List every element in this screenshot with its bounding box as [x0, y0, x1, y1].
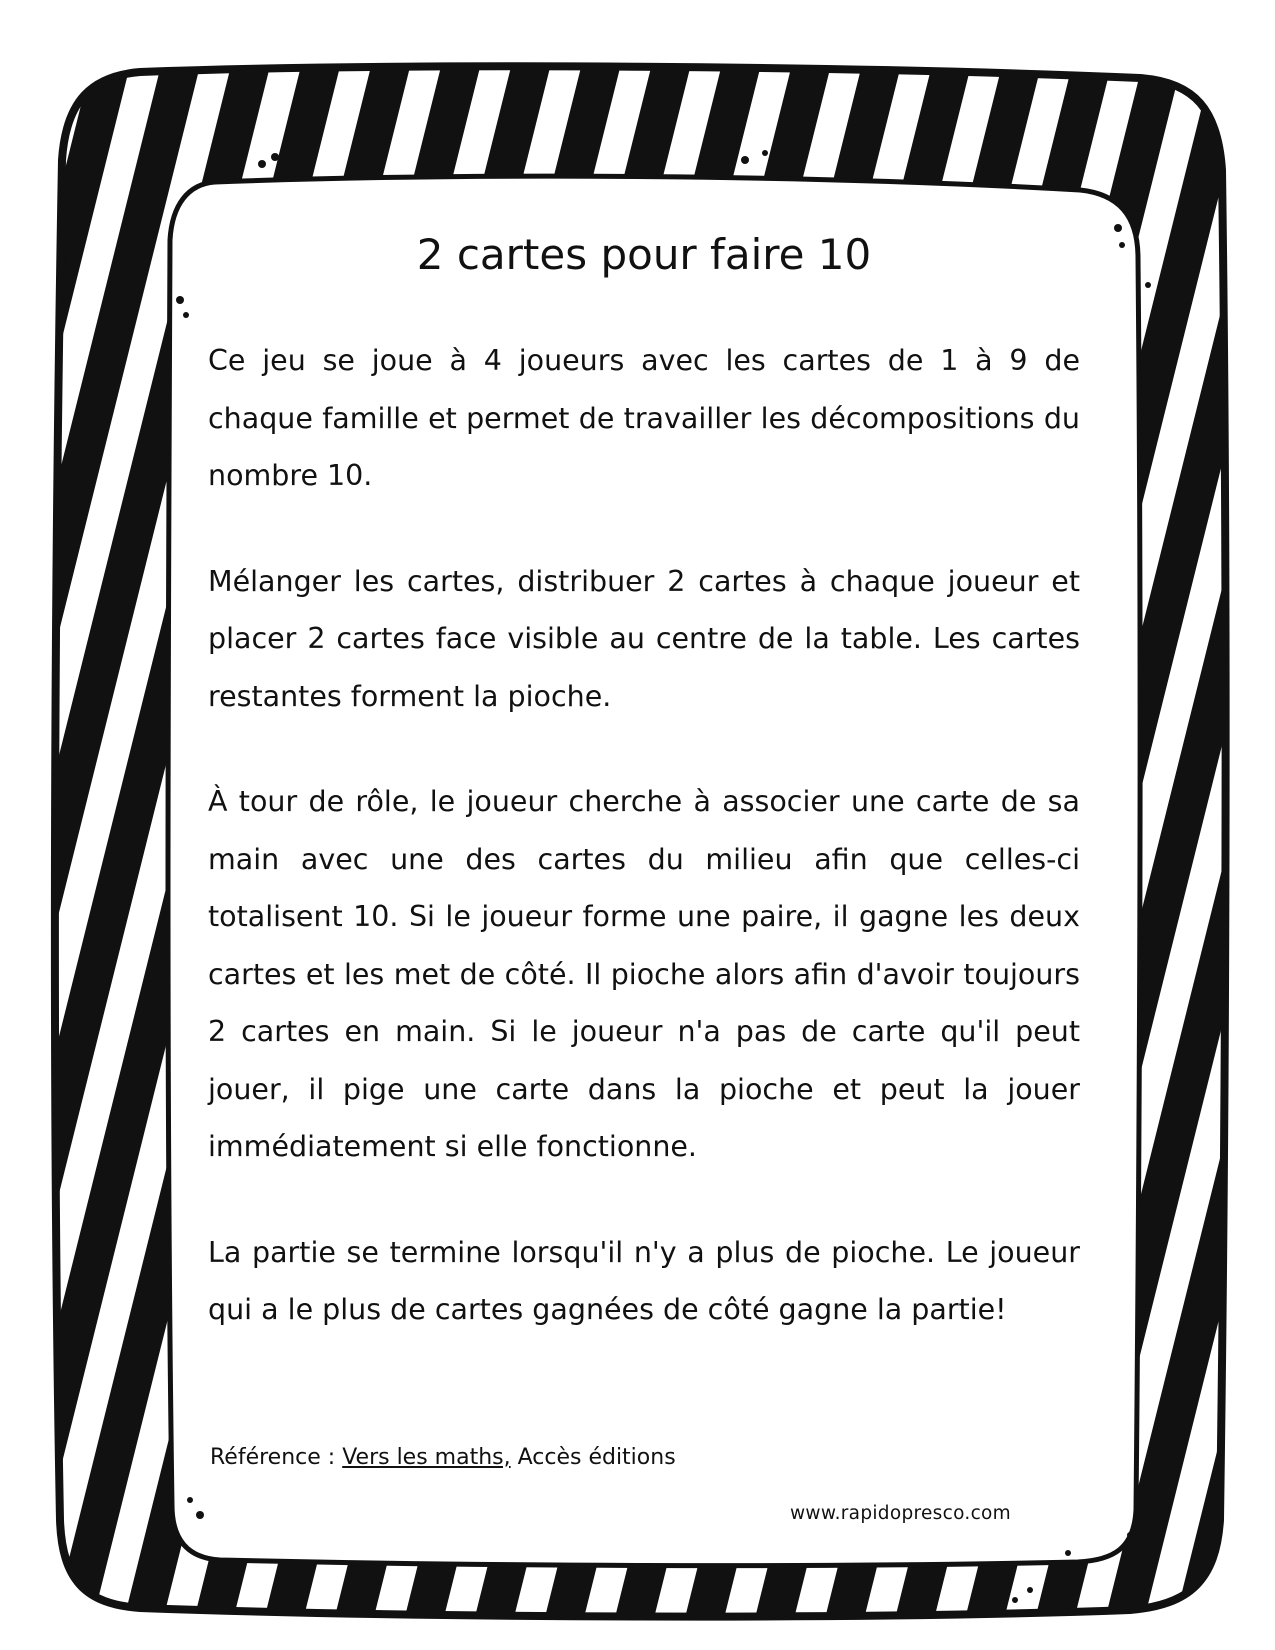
rules-paragraph-3: À tour de rôle, le joueur cherche à associer une carte de sa main avec une des cartes du milieu afin que celles-ci totalisent 10. Si le joueur forme une paire, il gagne les deux cartes et les met de côté. Il pioche alors afin d'avoir toujours 2 cartes en main. Si le joueur n'a pas de carte qu'il peut jouer, il pige une carte dans la pioche et peut la jouer immédiatement si elle fonctionne. [208, 785, 1080, 1164]
reference-prefix: Référence : [210, 1445, 343, 1470]
reference-line [210, 1445, 676, 1471]
document-body [208, 230, 1080, 1387]
website-url[interactable]: www.rapidopresco.com [790, 1503, 1011, 1524]
rules-paragraph-1: Ce jeu se joue à 4 joueurs avec les cartes de 1 à 9 de chaque famille et permet de travailler les décompositions du nombre 10. [208, 344, 1080, 493]
page-title: 2 cartes pour faire 10 [416, 230, 872, 279]
rules-paragraph-2: Mélanger les cartes, distribuer 2 cartes à chaque joueur et placer 2 cartes face visible au centre de la table. Les cartes restantes forment la pioche. [208, 564, 1080, 713]
reference-book-link[interactable]: Vers les maths, [342, 1445, 511, 1470]
reference-publisher: Accès éditions [510, 1445, 676, 1470]
rules-paragraph-4: La partie se termine lorsqu'il n'y a plus de pioche. Le joueur qui a le plus de cartes gagnées de côté gagne la partie! [208, 1235, 1080, 1327]
